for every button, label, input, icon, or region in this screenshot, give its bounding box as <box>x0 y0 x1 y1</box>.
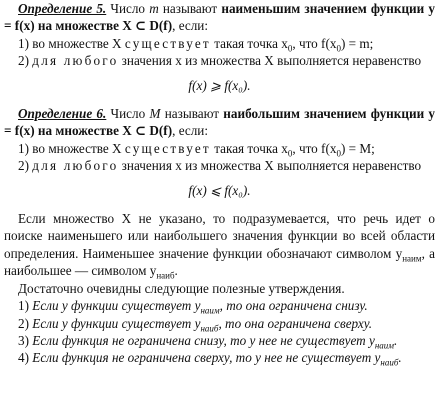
definition-5-end: , если: <box>172 18 209 34</box>
statement-text: Если функция не ограничена снизу, то у нее не существует y <box>32 332 375 348</box>
statement-text: Если функция не ограничена сверху, то у нее не существует y <box>32 350 381 366</box>
condition-text: во множестве X <box>32 35 125 51</box>
definition-5-var: m <box>149 1 159 16</box>
statement-4 <box>4 349 435 366</box>
paragraph-text: . <box>174 263 178 279</box>
statement-number: 2) <box>18 315 33 331</box>
subscript: наиб <box>200 323 219 334</box>
paragraph-text: Если множество X не указано, то подразумевается, что речь идет о поиске наименьшего или наибольшего значения функции во всей области определения. Наименьшее значение функции обозначают символом y <box>4 211 435 261</box>
condition-number: 2) <box>18 53 33 69</box>
condition-text: во множестве X <box>32 140 125 156</box>
subscript: 0 <box>287 43 293 54</box>
definition-5-formula: f(x) ⩾ f(x₀). <box>188 77 251 93</box>
subscript: наим <box>200 305 220 316</box>
subscript: наиб <box>156 270 175 281</box>
definition-6-var: M <box>149 106 161 122</box>
condition-number: 1) <box>18 140 33 156</box>
subscript: 0 <box>287 148 293 159</box>
condition-spaced-word: для любого <box>32 158 119 174</box>
definition-5-title: Определение 5. <box>18 1 107 16</box>
definition-6-lead: Число <box>106 106 150 122</box>
condition-spaced-word: существует <box>124 35 211 51</box>
condition-text: такая точка x <box>210 140 288 156</box>
statement-number: 4) <box>18 350 33 366</box>
subscript: наиб <box>380 357 399 368</box>
subscript: наим <box>374 340 395 351</box>
definition-6 <box>4 105 435 140</box>
definition-5-lead: Число <box>106 1 150 16</box>
definition-6-mid: называют <box>160 106 224 122</box>
definition-5-mid: называют <box>158 1 222 16</box>
paragraph-default-set <box>4 210 435 280</box>
statement-2 <box>4 315 435 332</box>
subscript: 0 <box>336 148 341 159</box>
paragraph-statements-intro: Достаточно очевидны следующие полезные утверждения. <box>18 280 345 296</box>
condition-number: 1) <box>18 35 33 51</box>
statement-text: , то она ограничена снизу. <box>219 298 368 314</box>
definition-5 <box>4 0 435 35</box>
statement-text: , то она ограничена сверху. <box>218 315 373 331</box>
condition-text: , что f(x <box>292 35 337 51</box>
statement-3 <box>4 332 435 349</box>
paragraph-text: , а наибольшее — символом y <box>4 245 435 279</box>
definition-5-term: наименьшим значением функции y = f(x) на множестве X ⊂ D(f) <box>4 1 435 34</box>
condition-text: , что f(x <box>292 140 337 156</box>
definition-6-condition-2 <box>4 157 435 174</box>
definition-5-condition-1 <box>4 35 435 52</box>
definition-6-end: , если: <box>172 123 209 139</box>
statement-text: Если у функции существует y <box>32 298 201 314</box>
statement-number: 3) <box>18 332 33 348</box>
definition-5-condition-2 <box>4 52 435 69</box>
condition-text: ) = m; <box>340 35 374 51</box>
condition-text: ) = M; <box>340 140 375 156</box>
statement-text: . <box>394 332 398 348</box>
statement-number: 1) <box>18 298 33 314</box>
condition-text: значения x из множества X выполняется неравенство <box>118 158 422 174</box>
statement-text: . <box>398 350 402 366</box>
condition-spaced-word: существует <box>124 140 211 156</box>
condition-number: 2) <box>18 158 33 174</box>
definition-6-condition-1 <box>4 140 435 157</box>
definition-6-title: Определение 6. <box>18 106 107 122</box>
definition-6-term: наибольшим значением функции y = f(x) на множестве X ⊂ D(f) <box>4 106 436 139</box>
definition-6-formula: f(x) ⩽ f(x₀). <box>188 182 251 198</box>
subscript: наим <box>402 253 422 264</box>
subscript: 0 <box>336 43 341 54</box>
statement-text: Если у функции существует y <box>32 315 201 331</box>
condition-text: такая точка x <box>210 35 288 51</box>
condition-spaced-word: для любого <box>32 53 119 69</box>
condition-text: значения x из множества X выполняется неравенство <box>118 53 422 69</box>
statement-1 <box>4 297 435 314</box>
